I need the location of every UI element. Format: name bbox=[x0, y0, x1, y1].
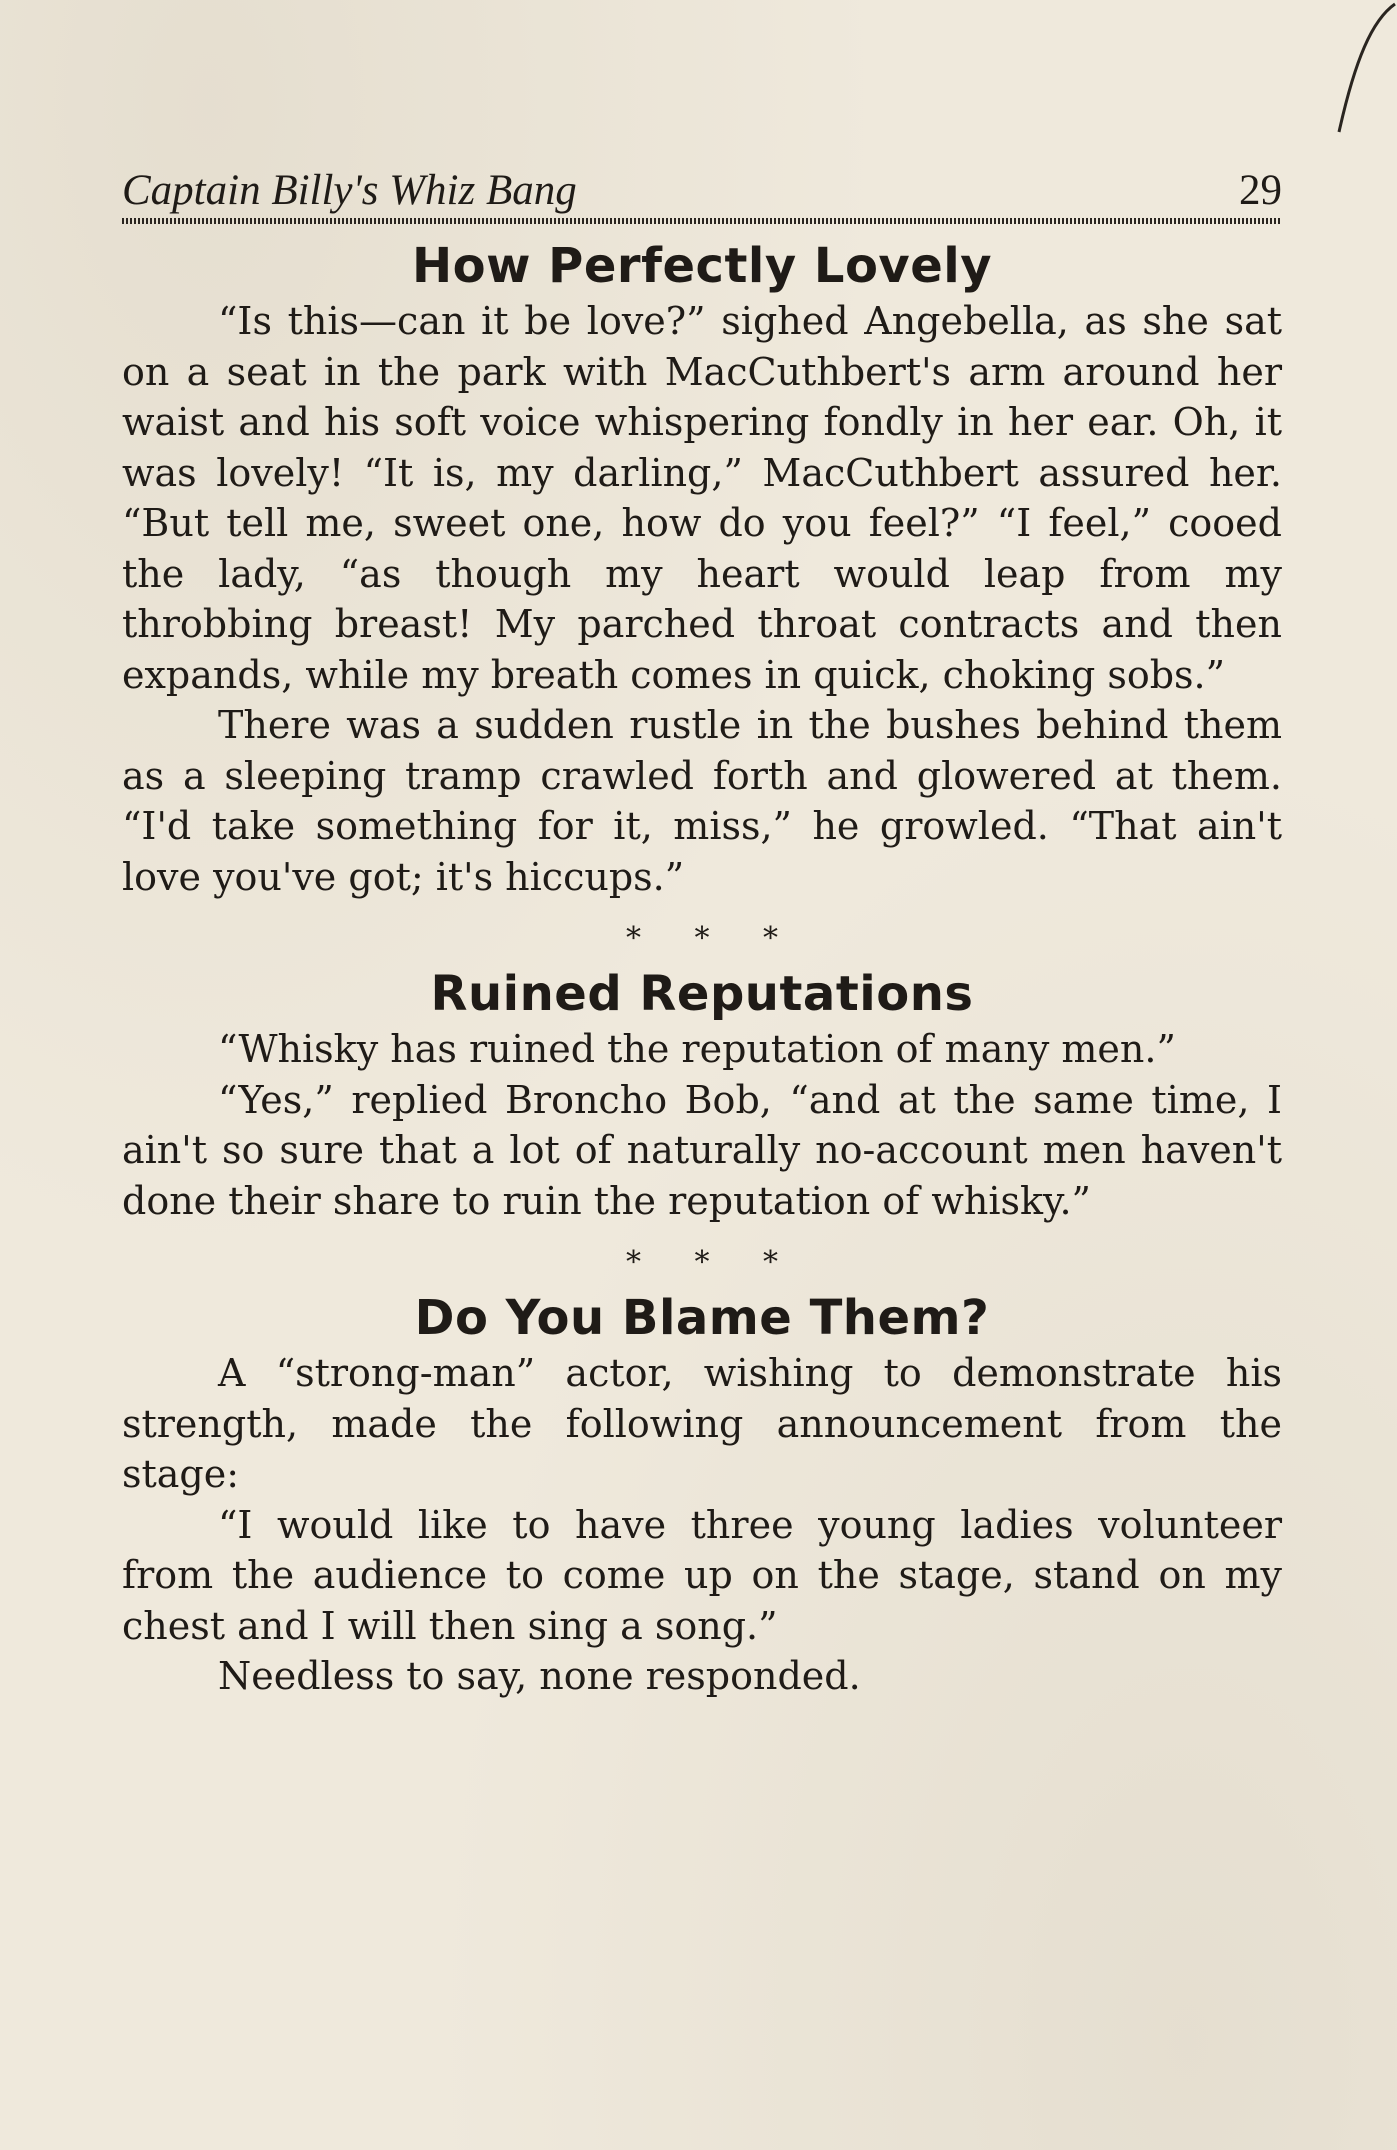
article-paragraph: “Is this—can it be love?” sighed Angebella, as she sat on a seat in the park with MacCuthbert's arm around her waist and his soft voice whispering fondly in her ear. Oh, it was lovely! “It is, my darling,” MacCuthbert assured her. “But tell me, sweet one, how do you feel?” “I feel,” cooed the lady, “as though my heart would leap from my throbbing breast! My parched throat contracts and then expands, while my breath comes in quick, choking sobs.” bbox=[122, 299, 1282, 697]
article-paragraph: “I would like to have three young ladies volunteer from the audience to come up on the stage, stand on my chest and I will then sing a song.” bbox=[122, 1502, 1282, 1648]
header-rule bbox=[122, 218, 1282, 224]
article-paragraph: A “strong-man” actor, wishing to demonstrate his strength, made the following announcement from the stage: bbox=[122, 1351, 1282, 1496]
article-paragraph: Needless to say, none responded. bbox=[218, 1654, 861, 1698]
section-separator: * * * bbox=[625, 921, 779, 956]
running-head bbox=[122, 150, 1282, 220]
section-separator: * * * bbox=[625, 1245, 779, 1280]
pencil-mark bbox=[1277, 0, 1397, 150]
article-paragraph: “Yes,” replied Broncho Bob, “and at the same time, I ain't so sure that a lot of naturally no-account men haven't done their share to ruin the reputation of whisky.” bbox=[122, 1077, 1282, 1223]
article-paragraph: “Whisky has ruined the reputation of many men.” bbox=[218, 1027, 1176, 1071]
magazine-title: Captain Billy's Whiz Bang bbox=[122, 167, 577, 214]
page bbox=[122, 150, 1282, 1702]
article-title: Ruined Reputations bbox=[430, 966, 974, 1022]
article-title: Do You Blame Them? bbox=[414, 1290, 990, 1346]
article-how-perfectly-lovely bbox=[122, 236, 1282, 902]
page-number: 29 bbox=[1239, 167, 1282, 214]
article-title: How Perfectly Lovely bbox=[411, 238, 993, 294]
article-ruined-reputations bbox=[122, 964, 1282, 1226]
article-do-you-blame-them bbox=[122, 1288, 1282, 1702]
article-paragraph: There was a sudden rustle in the bushes behind them as a sleeping tramp crawled forth and glowered at them. “I'd take something for it, miss,” he growled. “That ain't love you've got; it's hiccups.” bbox=[122, 703, 1282, 899]
